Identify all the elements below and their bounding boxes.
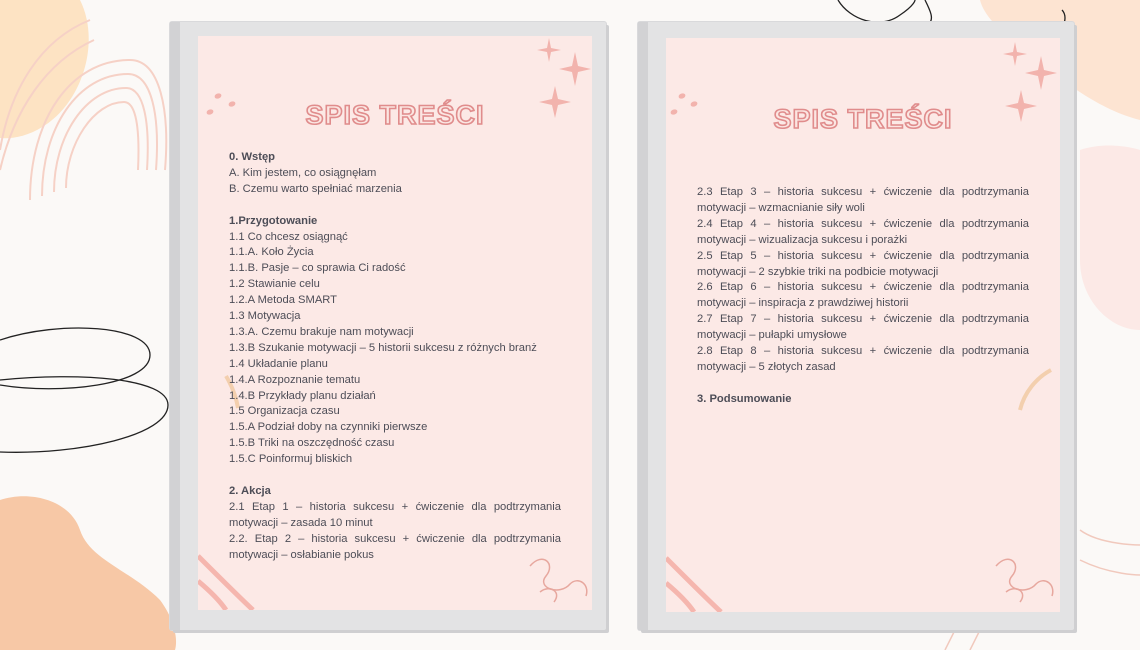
page-title: SPIS TREŚCI (773, 104, 953, 134)
toc-entry: 2.1 Etap 1 – historia sukcesu + ćwiczenie dla podtrzymania motywacji – zasada 10 minut (229, 500, 561, 529)
toc-book-left (170, 22, 610, 634)
toc-entry: 1.5.A Podział doby na czynniki pierwsze (229, 421, 428, 434)
toc-entry: 1.1.A. Koło Życia (229, 246, 314, 259)
toc-page (666, 38, 1060, 612)
toc-section-heading: 2. Akcja (229, 485, 271, 497)
toc-list (697, 185, 1029, 408)
toc-entry: 2.7 Etap 7 – historia sukcesu + ćwiczenie dla podtrzymania motywacji – pułapki umysłowe (697, 313, 1029, 342)
toc-entry: A. Kim jestem, co osiągnęłam (229, 166, 377, 179)
toc-entry: 2.6 Etap 6 – historia sukcesu + ćwiczenie dla podtrzymania motywacji – inspiracja z prawdziwej historii (697, 281, 1029, 310)
book-spine (638, 22, 648, 630)
toc-entry: 1.3 Motywacja (229, 310, 301, 323)
toc-section-heading: 1.Przygotowanie (229, 214, 318, 227)
toc-book-right (638, 22, 1078, 634)
toc-section-heading: 0. Wstęp (229, 151, 276, 163)
toc-entry: 1.5.B Triki na oszczędność czasu (229, 437, 395, 450)
page-title: SPIS TREŚCI (305, 100, 485, 130)
toc-entry: 1.3.B Szukanie motywacji – 5 historii sukcesu z różnych branż (229, 341, 537, 354)
toc-entry: 1.2 Stawianie celu (229, 278, 320, 291)
toc-entry: 1.2.A Metoda SMART (229, 294, 337, 307)
toc-entry: 1.5 Organizacja czasu (229, 405, 340, 418)
toc-entry: 1.4.B Przykłady planu działań (229, 389, 376, 402)
toc-spacer (229, 468, 561, 484)
toc-entry: 2.8 Etap 8 – historia sukcesu + ćwiczenie dla podtrzymania motywacji – 5 złotych zasad (697, 345, 1029, 373)
toc-spacer (229, 198, 561, 214)
toc-spacer (697, 376, 1029, 392)
toc-entry: 1.4 Układanie planu (229, 357, 328, 370)
toc-entry: 1.1.B. Pasje – co sprawia Ci radość (229, 262, 406, 275)
toc-entry: 2.3 Etap 3 – historia sukcesu + ćwiczenie dla podtrzymania motywacji – wzmacnianie siły woli (697, 186, 1029, 214)
toc-entry: 2.5 Etap 5 – historia sukcesu + ćwiczenie dla podtrzymania motywacji – 2 szybkie triki na podbicie motywacji (697, 249, 1029, 278)
toc-entry: 2.2. Etap 2 – historia sukcesu + ćwiczenie dla podtrzymania motywacji – osłabianie pokus (229, 532, 561, 561)
toc-section-heading: 3. Podsumowanie (697, 392, 792, 405)
book-spine (170, 22, 180, 630)
toc-entry: 1.4.A Rozpoznanie tematu (229, 373, 361, 386)
toc-page (198, 36, 592, 610)
toc-list (229, 150, 561, 564)
toc-entry: 2.4 Etap 4 – historia sukcesu + ćwiczenie dla podtrzymania motywacji – wizualizacja sukcesu i porażki (697, 217, 1029, 246)
toc-entry: 1.1 Co chcesz osiągnąć (229, 230, 348, 243)
toc-entry: 1.3.A. Czemu brakuje nam motywacji (229, 325, 414, 338)
toc-entry: B. Czemu warto spełniać marzenia (229, 182, 402, 195)
toc-entry: 1.5.C Poinformuj bliskich (229, 453, 353, 466)
